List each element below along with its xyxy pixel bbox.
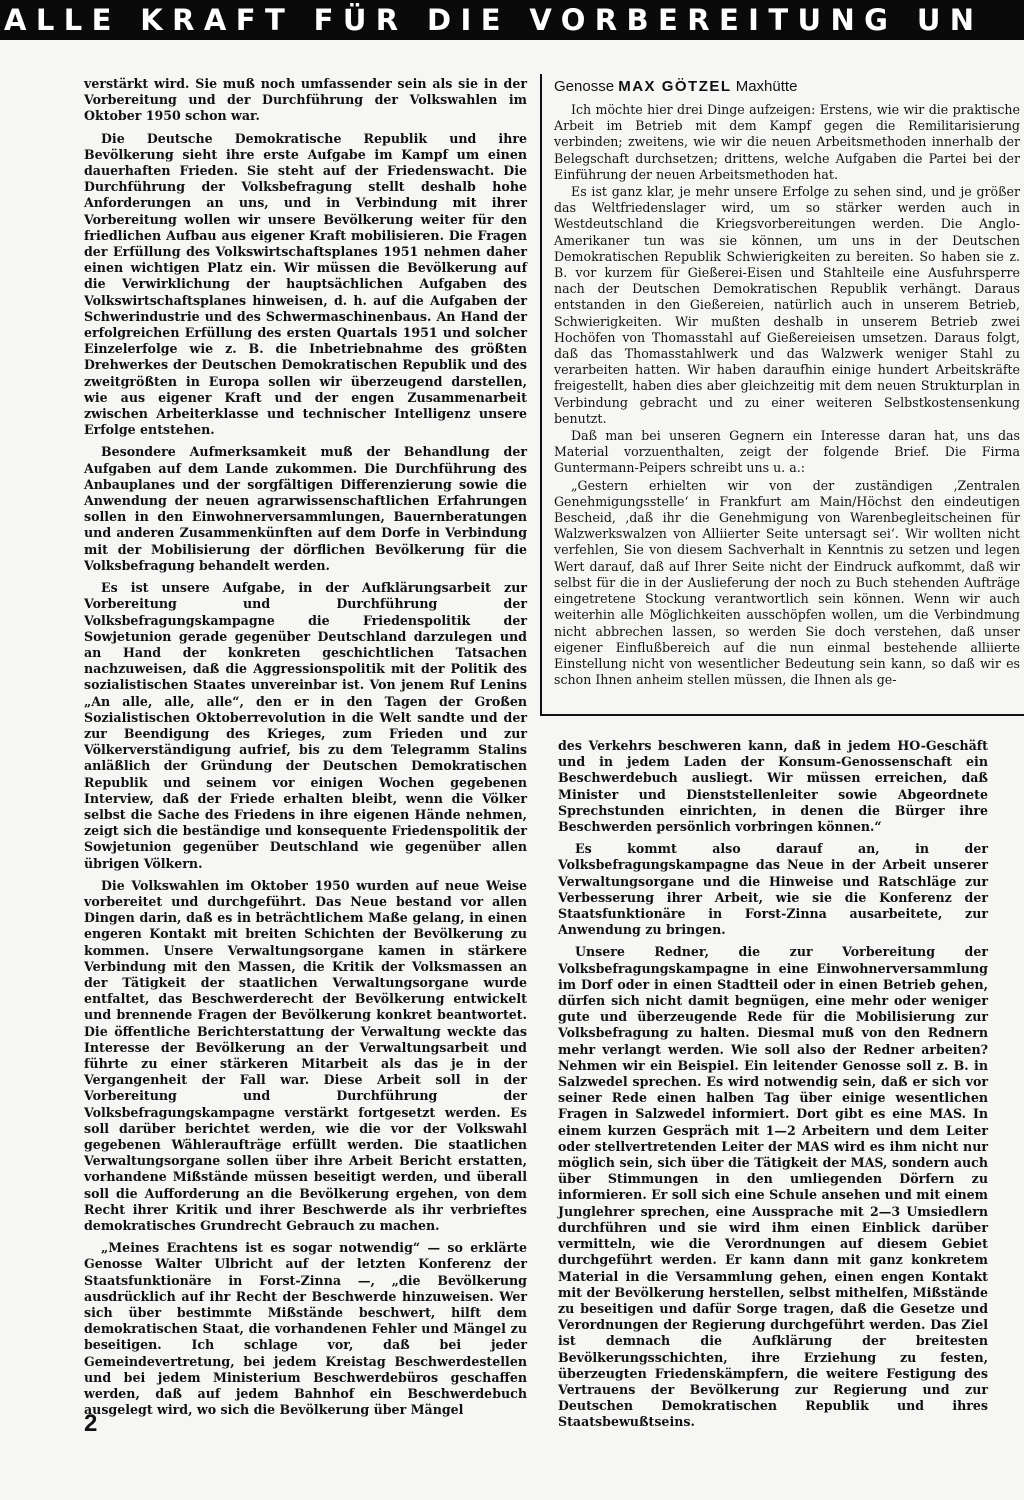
paragraph: Besondere Aufmerksamkeit muß der Behandlung der Aufgaben auf dem Lande zukommen. Die Durchführung des Anbauplanes und der sorgfältigen Differenzierung sowie die Anwendung der neuen agrarwissenschaftlichen Erfahrungen sollen in den Einwohnerversammlungen, Bauernberatungen und anderen Zusammenkünften auf dem Dorfe in Verbindung mit der Mobilisierung der dörflichen Bevölkerung für die Volksbefragung behandelt werden. xyxy=(84,444,527,573)
paragraph: Es kommt also darauf an, in der Volksbefragungskampagne das Neue in der Arbeit unserer Verwaltungsorgane und die Hinweise und Ratschläge zur Verbesserung ihrer Arbeit, wie sie die Konferenz der Staatsfunktionäre in Forst-Zinna ausarbeitete, zur Anwendung zu bringen. xyxy=(558,841,988,938)
speech-box xyxy=(540,74,1024,716)
speech-box-heading xyxy=(554,78,1020,96)
left-article-column xyxy=(84,76,527,1424)
headline-banner: ALLE KRAFT FÜR DIE VORBEREITUNG UN xyxy=(0,0,1024,40)
paragraph: Es ist unsere Aufgabe, in der Aufklärungsarbeit zur Vorbereitung und Durchführung der Volksbefragungskampagne die Friedenspolitik der Sowjetunion gerade gegenüber Deutschland darzulegen und an Hand der konkreten geschichtlichen Tatsachen nachzuweisen, daß die Aggressionspolitik mit der Politik des sozialistischen Staates unvereinbar ist. Von jenem Ruf Lenins „An alle, alle, alle“, den er in den Tagen der Großen Sozialistischen Oktoberrevolution in die Welt sandte und der zur Beendigung des Krieges, zum Frieden und zur Völkerverständigung aufrief, bis zu dem Telegramm Stalins anläßlich der Gründung der Deutschen Demokratischen Republik und seinem vor einigen Wochen gegebenen Interview, daß der Friede erhalten bleibt, wenn die Völker selbst die Sache des Friedens in ihre eigenen Hände nehmen, zeigt sich die beständige und konsequente Friedenspolitik der Sowjetunion gegenüber Deutschland wie gegenüber allen übrigen Völkern. xyxy=(84,580,527,871)
paragraph: Ich möchte hier drei Dinge aufzeigen: Erstens, wie wir die praktische Arbeit im Betrieb mit dem Kampf gegen die Remilitarisierung verbinden; zweitens, wie wir die neuen Arbeitsmethoden innerhalb der Belegschaft durchsetzen; drittens, welche Aufgaben die Partei bei der Einführung der neuen Arbeitsmethoden hat. xyxy=(554,102,1020,182)
right-article-column xyxy=(558,738,988,1437)
speaker-name: MAX GÖTZEL xyxy=(618,78,732,95)
paragraph: „Meines Erachtens ist es sogar notwendig“ — so erklärte Genosse Walter Ulbricht auf der letzten Konferenz der Staatsfunktionäre in Forst-Zinna —, „die Bevölkerung ausdrücklich auf ihr Recht der Beschwerde hinzuweisen. Wer sich über bestimmte Mißstände beschwert, hilft dem demokratischen Staat, die vorhandenen Fehler und Mängel zu beseitigen. Ich schlage vor, daß bei jeder Gemeindevertretung, bei jedem Kreistag Beschwerdestellen und bei jedem Ministerium Beschwerdebüros geschaffen werden, daß auf jedem Bahnhof ein Beschwerdebuch ausgelegt wird, wo sich die Bevölkerung über Mängel xyxy=(84,1240,527,1418)
paragraph: Die Volkswahlen im Oktober 1950 wurden auf neue Weise vorbereitet und durchgeführt. Das Neue bestand vor allen Dingen darin, daß es in beträchtlichem Maße gelang, in einen engeren Kontakt mit breiten Schichten der Bevölkerung zu kommen. Unsere Verwaltungsorgane kamen in stärkere Verbindung mit den Massen, die Kritik der Volksmassen an der Tätigkeit der staatlichen Verwaltungsorgane wurde entfaltet, das Beschwerderecht der Bevölkerung entwickelt und brennende Fragen der Bevölkerung konkret beantwortet. Die öffentliche Berichterstattung der Verwaltung weckte das Interesse der Bevölkerung an der Verwaltungsarbeit und führte zu einer stärkeren Mitarbeit als das je in der Vergangenheit der Fall war. Diese Arbeit soll in der Vorbereitung und Durchführung der Volksbefragungskampagne verstärkt fortgesetzt werden. Es soll darüber berichtet werden, wie die vor der Volkswahl gegebenen Wähleraufträge erfüllt werden. Die staatlichen Verwaltungsorgane sollen über ihre Arbeit Bericht erstatten, vorhandene Mißstände müssen beseitigt werden, und überall soll die Aufforderung an die Bevölkerung ergehen, von dem Recht ihrer Kritik und ihrer Beschwerde als ihr verbrieftes demokratisches Grundrecht Gebrauch zu machen. xyxy=(84,877,527,1234)
paragraph: Die Deutsche Demokratische Republik und ihre Bevölkerung sieht ihre erste Aufgabe im Kampf um einen dauerhaften Frieden. Sie steht auf der Friedenswacht. Die Durchführung der Volksbefragung stellt deshalb hohe Anforderungen an uns, und in Verbindung mit ihrer Vorbereitung wollen wir unsere Bevölkerung weiter für den friedlichen Aufbau aus eigener Kraft mobilisieren. Die Fragen der Erfüllung des Volkswirtschaftsplanes 1951 nehmen daher einen wichtigen Platz ein. Wir müssen die Bevölkerung auf die Verwirklichung der hauptsächlichen Aufgaben des Volkswirtschaftsplanes hinweisen, d. h. auf die Aufgaben der Schwerindustrie und des Schwermaschinenbaus. An Hand der erfolgreichen Erfüllung des ersten Quartals 1951 und solcher Einzelerfolge wie z. B. die Inbetriebnahme des größten Drehwerkes der Deutschen Demokratischen Republik und des zweitgrößten in Europa sollen wir überzeugend darstellen, wie aus eigener Kraft und der engen Zusammenarbeit zwischen Arbeiterklasse und technischer Intelligenz unsere Erfolge entstehen. xyxy=(84,130,527,438)
paragraph: Unsere Redner, die zur Vorbereitung der Volksbefragungskampagne in eine Einwohnerversammlung im Dorf oder in einen Stadtteil oder in einen Betrieb gehen, dürfen sich nicht damit begnügen, eine mehr oder weniger gute und überzeugende Rede für die Mobilisierung zur Volksbefragung zu halten. Diesmal muß von den Rednern mehr verlangt werden. Wie soll also der Redner arbeiten? Nehmen wir ein Beispiel. Ein leitender Genosse soll z. B. in Salzwedel sprechen. Es wird notwendig sein, daß er sich vor seiner Rede einen halben Tag über einige wesentlichen Fragen in Salzwedel informiert. Dort gibt es eine MAS. In einem kurzen Gespräch mit 1—2 Arbeitern und dem Leiter oder stellvertretenden Leiter der MAS wird es ihm nicht nur möglich sein, sich über die Tätigkeit der MAS, sondern auch über Stimmungen in den umliegenden Dörfern zu informieren. Er soll sich eine Schule ansehen und mit einem Junglehrer sprechen, eine Aussprache mit 2—3 Umsiedlern durchführen und sie wird ihm einen Einblick darüber vermitteln, wie die Verordnungen auf diesem Gebiet durchgeführt werden. Er kann dann mit ganz konkretem Material in die Versammlung gehen, einen engen Kontakt mit der Bevölkerung herstellen, selbst mithelfen, Mißstände zu beseitigen und dafür Sorge tragen, daß die Gesetze und Verordnungen der Regierung durchgeführt werden. Das Ziel ist demnach die Aufklärung der breitesten Bevölkerungsschichten, ihre Erziehung zu festen, überzeugten Friedenskämpfern, die weitere Festigung des Vertrauens der Bevölkerung zur Regierung und zur Deutschen Demokratischen Republik und ihres Staatsbewußtseins. xyxy=(558,944,988,1430)
page-number: 2 xyxy=(84,1410,98,1437)
speech-box-body xyxy=(554,102,1020,688)
speaker-place: Maxhütte xyxy=(735,78,798,95)
paragraph: des Verkehrs beschweren kann, daß in jedem HO-Geschäft und in jedem Laden der Konsum-Genossenschaft ein Beschwerdebuch ausliegt. Wir müssen erreichen, daß Minister und Dienststellenleiter sowie Abgeordnete Sprechstunden einrichten, in denen die Bürger ihre Beschwerden persönlich vorbringen können.“ xyxy=(558,738,988,835)
paragraph: Es ist ganz klar, je mehr unsere Erfolge zu sehen sind, und je größer das Weltfriedenslager wird, um so stärker werden auch in Westdeutschland die Kriegsvorbereitungen werden. Die Anglo-Amerikaner tun was sie können, um uns in der Deutschen Demokratischen Republik Schwierigkeiten zu bereiten. So haben sie z. B. vor kurzem für Gießerei-Eisen und Stahlteile eine Ausfuhrsperre nach der Deutschen Demokratischen Republik verhängt. Daraus entstanden in den Gießereien, natürlich auch in unserem Betrieb, Schwierigkeiten. Wir mußten deshalb in unserem Betrieb zwei Hochöfen von Thomasstahl auf Gießereieisen umsetzen. Daraus folgt, daß das Thomasstahlwerk und das Walzwerk weniger Stahl zu verarbeiten hatten. Wir haben daraufhin einige hundert Arbeitskräfte freigestellt, haben dies aber gleichzeitig mit dem neuen Strukturplan in Verbindung gebracht und zu einer weiteren Selbstkostensenkung benutzt. xyxy=(554,184,1020,426)
paragraph: verstärkt wird. Sie muß noch umfassender sein als sie in der Vorbereitung und der Durchführung der Volkswahlen im Oktober 1950 schon war. xyxy=(84,76,527,124)
speaker-prefix: Genosse xyxy=(554,78,615,95)
paragraph: Daß man bei unseren Gegnern ein Interesse daran hat, uns das Material vorzuenthalten, zeigt der folgende Brief. Die Firma Guntermann-Peipers schreibt uns u. a.: xyxy=(554,428,1020,476)
paragraph: „Gestern erhielten wir von der zuständigen ‚Zentralen Genehmigungsstelle‘ in Frankfurt am Main/Höchst den eindeutigen Bescheid, ‚daß ihr die Genehmigung von Warenbegleitscheinen für Walzwerkswalzen von Alliierter Seite untersagt sei‘. Wir wollten nicht verfehlen, Sie von diesem Sachverhalt in Kenntnis zu setzen und legen Wert darauf, daß auf Ihrer Seite nicht der Eindruck aufkommt, daß wir selbst für die in der Auslieferung der noch zu Buch stehenden Aufträge eingetretene Stockung verantwortlich sein können. Wenn wir auch weiterhin alle Möglichkeiten ausschöpfen wollen, um die Verbindmung nicht abbrechen lassen, so werden Sie doch verstehen, daß unser eigener Einflußbereich auf die nun einmal bestehende alliierte Einstellung nicht von wesentlicher Bedeutung sein kann, so daß wir es schon Ihnen anheim stellen müssen, die Ihnen als ge- xyxy=(554,477,1020,688)
